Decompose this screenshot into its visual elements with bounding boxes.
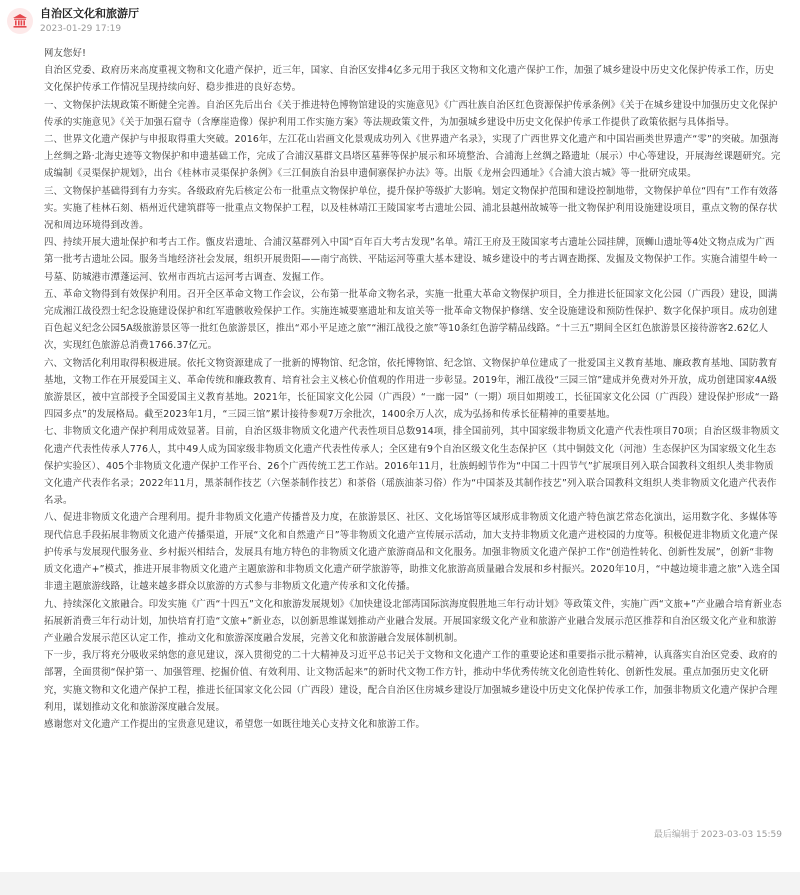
org-name[interactable]: 自治区文化和旅游厅 [40, 7, 139, 20]
government-building-icon [12, 13, 28, 29]
paragraph-6: 六、文物活化利用取得积极进展。依托文物资源建成了一批新的博物馆、纪念馆，依托博物馆、纪念馆、文物保护单位建成了一批爱国主义教育基地、廉政教育基地、国防教育基地，文物工作在开展爱国主义、革命传统和廉政教育、培育社会主义核心价值观的作用进一步彰显。2019年，湘江战役“三园三馆”建成并免费对外开放，成功创建国家4A级旅游景区，被中宣部授予全国爱国主义教育基地。2021年，长征国家文化公园（广西段）“一廊一园”（一期）项目如期竣工，长征国家文化公园（广西段）建设保护形成“一路四园多点”的发展格局。截至2023年1月，“三园三馆”累计接待参观7万余批次，1400余万人次，成为弘扬和传承长征精神的重要基地。 [44, 357, 779, 421]
paragraph-4: 四、持续开展大遗址保护和考古工作。甑皮岩遗址、合浦汉墓群列入中国“百年百大考古发现”名单。靖江王府及王陵国家考古遗址公园挂牌，顶蛳山遗址等4处文物点成为广西第一批考古遗址公园。服务当地经济社会发展，组织开展贵阳——南宁高铁、平陆运河等重大基本建设、城乡建设中的考古调查勘探、发掘及文物保护工作。实施合浦望牛岭一号墓、防城港市潭蓬运河、钦州市西坑古运河考古调查、发掘工作。 [44, 237, 778, 283]
paragraph-thanks: 感谢您对文化遗产工作提出的宝贵意见建议，希望您一如既往地关心支持文化和旅游工作。 [44, 718, 426, 730]
paragraph-8: 八、促进非物质文化遗产合理利用。提升非物质文化遗产传播普及力度，在旅游景区、社区、文化场馆等区域形成非物质文化遗产特色演艺常态化演出，运用数字化、多媒体等现代信息手段拓展非物质文化遗产传播渠道，开展“文化和自然遗产日”等非物质文化遗产宣传展示活动，加大支持非物质文化遗产进校园的力度等。积极促进非物质文化遗产保护传承与发展现代服务业、乡村振兴相结合，发展具有地方特色的非物质文化遗产旅游商品和文化服务。加强非物质文化遗产保护工作“创造性转化、创新性发展”，创新“非物质文化遗产+”模式，推进开展非物质文化遗产主题旅游和非物质文化遗产研学旅游等，助推文化旅游高质量融合发展和乡村振兴。2020年10月，“中越边境非遗之旅”入选全国非遗主题旅游线路，让越来越多群众以旅游的方式参与非物质文化遗产传承和文化传播。 [44, 512, 780, 593]
last-edited-time: 2023-03-03 15:59 [700, 830, 782, 840]
post-time: 2023-01-29 17:19 [40, 24, 122, 34]
paragraph-1: 一、文物保护法规政策不断健全完善。自治区先后出台《关于推进特色博物馆建设的实施意见》《广西壮族自治区红色资源保护传承条例》《关于在城乡建设中加强历史文化保护传承的实施意见》《关于加强石窟寺（含摩崖造像）保护利用工作实施方案》等法规政策文件，为加强城乡建设中历史文化保护传承工作提供了政策依据与具体指导。 [44, 99, 778, 128]
avatar[interactable] [7, 8, 33, 34]
bottom-band [0, 872, 800, 895]
paragraph-2: 二、世界文化遗产保护与申报取得重大突破。2016年，左江花山岩画文化景观成功列入《世界遗产名录》，实现了广西世界文化遗产和中国岩画类世界遗产“零”的突破。加强海上丝绸之路·北海史迹等文物保护和申遗基础工作，完成了合浦汉墓群文昌塔区墓葬等保护展示和环境整治、合浦海上丝绸之路遗址（展示）中心等建设，开展海丝课题研究。完成编制《灵渠保护规划》，出台《桂林市灵渠保护条例》《三江侗族自治县申遗侗寨保护办法》等。出版《龙州会四通址》《合浦大浪古城》等一批研究成果。 [44, 134, 781, 180]
greeting: 网友您好! [44, 48, 87, 59]
paragraph-3: 三、文物保护基础得到有力夯实。各级政府先后核定公布一批重点文物保护单位，提升保护等级扩大影响。划定文物保护范围和建设控制地带，文物保护单位“四有”工作有效落实。实施了桂林石刻、梧州近代建筑群等一批重点文物保护工程，以及桂林靖江王陵国家考古遗址公园、浦北县越州故城等一批文物保护利用设施建设项目，重点文物的保存状况和周边环境得到改善。 [44, 185, 778, 232]
reply-content [44, 45, 782, 733]
paragraph-next-steps: 下一步，我厅将充分吸收采纳您的意见建议，深入贯彻党的二十大精神及习近平总书记关于文物和文化遗产工作的重要论述和重要指示批示精神，认真落实自治区党委、政府的部署，全面贯彻“保护第一、加强管理、挖掘价值、有效利用、让文物活起来”的新时代文物工作方针，推动中华优秀传统文化创造性转化、创新性发展。重点加强历史文化研究，实施文物和文化遗产保护工程，推进长征国家文化公园（广西段）建设，配合自治区住房城乡建设厅加强城乡建设中历史文化保护传承工作，加强非物质文化遗产保护合理利用，谋划推动文化和旅游深度融合发展。 [44, 650, 778, 713]
paragraph-9: 九、持续深化文旅融合。印发实施《广西“十四五”文化和旅游发展规划》《加快建设北部湾国际滨海度假胜地三年行动计划》等政策文件，实施广西“文旅+”产业融合培育新业态拓展新消费三年行动计划，加快培育打造“文旅+”新业态，以创新思维谋划推动产业融合发展。开展国家级文化产业和旅游产业融合发展示范区推荐和自治区级文化产业和旅游产业融合发展示范区认定工作，推动文化和旅游深度融合发展，完善文化和旅游融合发展体制机制。 [44, 598, 782, 644]
reply-header [0, 0, 800, 40]
last-edited-label: 最后编辑于 [653, 830, 699, 840]
paragraph-intro: 自治区党委、政府历来高度重视文物和文化遗产保护，近三年，国家、自治区安排4亿多元用于我区文物和文化遗产保护工作，加强了城乡建设中历史文化保护传承工作，历史文化保护传承工作情况呈现持续向好、稳步推进的良好态势。 [44, 65, 775, 94]
paragraph-5: 五、革命文物得到有效保护利用。召开全区革命文物工作会议，公布第一批革命文物名录，实施一批重大革命文物保护项目，全力推进长征国家文化公园（广西段）建设，圆满完成湘江战役烈士纪念设施建设保护和红军遗骸收殓保护工作。实施连城要塞遗址和友谊关等一批革命文物保护修缮、安全设施建设和预防性保护、数字化保护项目。成功创建百色起义纪念公园5A级旅游景区等一批红色旅游景区，推出“邓小平足迹之旅”“湘江战役之旅”等10条红色游学精品线路。“十三五”期间全区红色旅游景区接待游客2.62亿人次，实现红色旅游总消费1766.37亿元。 [44, 288, 778, 352]
paragraph-7: 七、非物质文化遗产保护利用成效显著。目前，自治区级非物质文化遗产代表性项目总数914项，排全国前列，其中国家级非物质文化遗产代表性项目70项；自治区级非物质文化遗产代表性传承人776人，其中49人成为国家级非物质文化遗产代表性传承人；全区建有9个自治区级文化生态保护区（其中铜鼓文化（河池）生态保护区为国家级文化生态保护实验区）、405个非物质文化遗产保护工作平台、26个广西传统工艺工作站。2016年11月，壮族蚂蚓节作为“中国二十四节气”扩展项目列入联合国教科文组织人类非物质文化遗产代表作名录；2022年11月，黑茶制作技艺（六堡茶制作技艺）和茶俗（瑶族油茶习俗）作为“中国茶及其制作技艺”列入联合国教科文组织人类非物质文化遗产代表作名录。 [44, 426, 780, 507]
last-edited [652, 829, 782, 841]
